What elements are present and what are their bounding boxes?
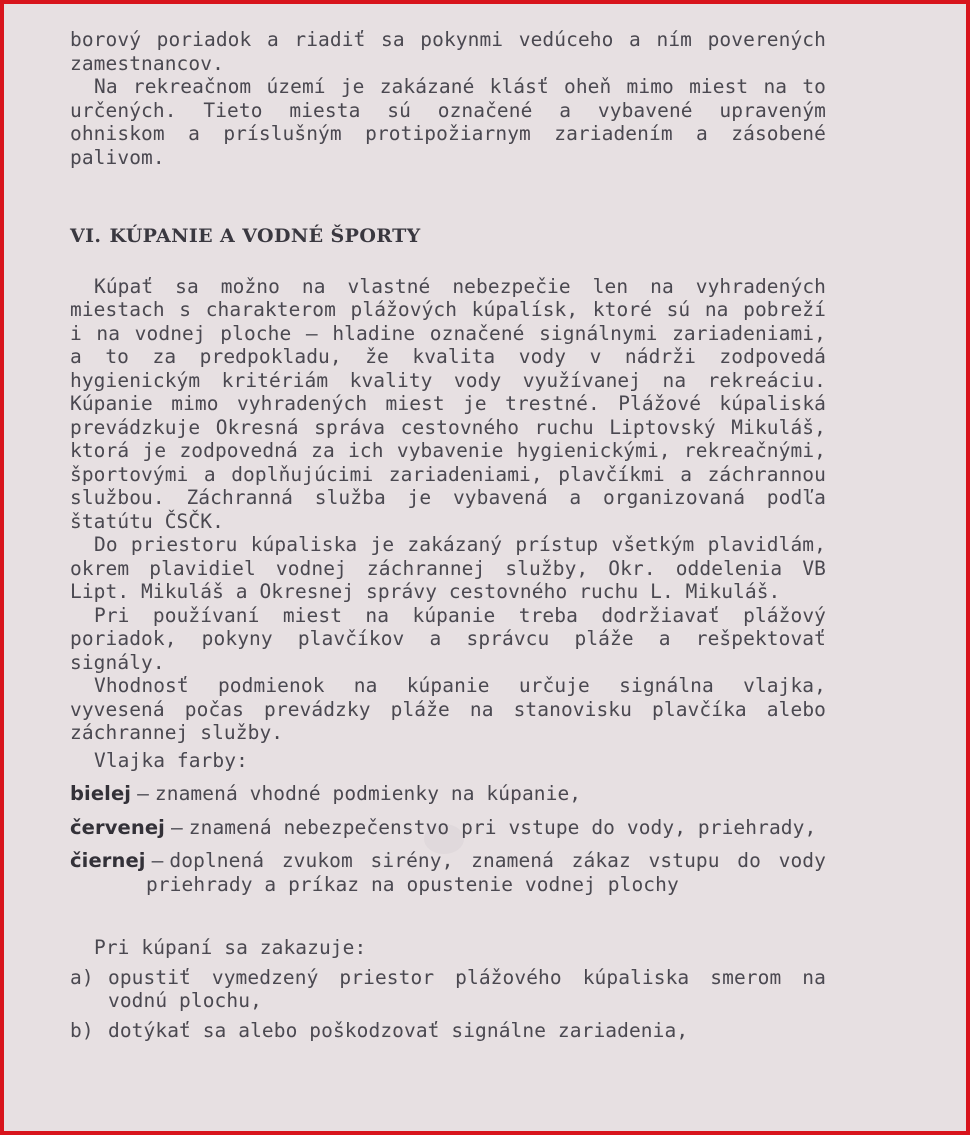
prohibited-text: dotýkať sa alebo poškodzovať signálne zariadenia, xyxy=(108,1018,689,1042)
flag-item-white xyxy=(70,782,826,806)
intro-paragraph-fire: Na rekreačnom území je zakázané klásť oheň mimo miest na to určených. Tieto miesta sú označené a vybavené upraveným ohniskom a príslušným protipožiarnym zariadením a zásobené palivom. xyxy=(70,75,826,169)
section-number: VI. xyxy=(70,225,102,247)
flag-item-red xyxy=(70,816,826,840)
section-heading xyxy=(70,225,826,249)
list-marker: a) xyxy=(70,965,94,989)
document-page xyxy=(4,4,966,1131)
section-paragraph-flag: Vhodnosť podmienok na kúpanie určuje signálna vlajka, vyvesená počas prevádzky pláže na stanovisku plavčíka alebo záchrannej služby. xyxy=(70,674,826,744)
flag-term: červenej xyxy=(70,815,165,839)
flag-dash: — xyxy=(137,782,149,805)
prohibited-heading: Pri kúpaní sa zakazuje: xyxy=(94,936,367,959)
flag-dash: — xyxy=(170,815,183,839)
flag-dash: — xyxy=(151,849,164,872)
prohibited-text: opustiť vymedzený priestor plážového kúpaliska smerom na vodnú plochu, xyxy=(108,965,826,1012)
flag-colors-heading: Vlajka farby: xyxy=(94,748,248,772)
section-paragraph-bathing: Kúpať sa možno na vlastné nebezpečie len na vyhradených miestach s charakterom plážových kúpalísk, ktoré sú na pobreží i na vodnej ploche — hladine označené signálnymi zariadeniami, a to za predpokladu, že kvalita vody v nádrži zodpovedá hygienickým kritériám kvality vody využívanej na rekreáciu. Kúpanie mimo vyhradených miest je trestné. Plážové kúpaliská prevádzkuje Okresná správa cestovného ruchu Liptovský Mikuláš, ktorá je zodpovedná za ich vybavenie hygienickými, rekreačnými, športovými a doplňujúcimi zariadeniami, plavčíkmi a záchrannou službou. Záchranná služba je vybavená a organizovaná podľa štatútu ČSČK. xyxy=(70,274,826,533)
prohibited-item-a xyxy=(70,966,826,1013)
prohibited-item-b xyxy=(70,1019,826,1043)
flag-text: doplnená zvukom sirény, znamená zákaz vstupu do vody priehrady a príkaz na opustenie vodnej plochy xyxy=(146,849,826,896)
list-marker: b) xyxy=(70,1018,94,1042)
flag-text: znamená nebezpečenstvo pri vstupe do vody, priehrady, xyxy=(188,815,817,839)
flag-term: čiernej xyxy=(70,849,146,872)
section-paragraph-rules: Pri používaní miest na kúpanie treba dodržiavať plážový poriadok, pokyny plavčíkov a správcu pláže a rešpektovať signály. xyxy=(70,603,826,674)
flag-item-black xyxy=(70,849,826,896)
flag-term: bielej xyxy=(70,782,132,805)
intro-paragraph-continued: borový poriadok a riadiť sa pokynmi vedúceho a ním poverených zamestnancov. xyxy=(70,28,826,75)
section-title: KÚPANIE A VODNÉ ŠPORTY xyxy=(109,225,421,247)
flag-text: znamená vhodné podmienky na kúpanie, xyxy=(154,782,582,805)
section-paragraph-vessels: Do priestoru kúpaliska je zakázaný prístup všetkým plavidlám, okrem plavidiel vodnej záchrannej služby, Okr. oddelenia VB Lipt. Mikuláš a Okresnej správy cestovného ruchu L. Mikuláš. xyxy=(70,533,826,603)
